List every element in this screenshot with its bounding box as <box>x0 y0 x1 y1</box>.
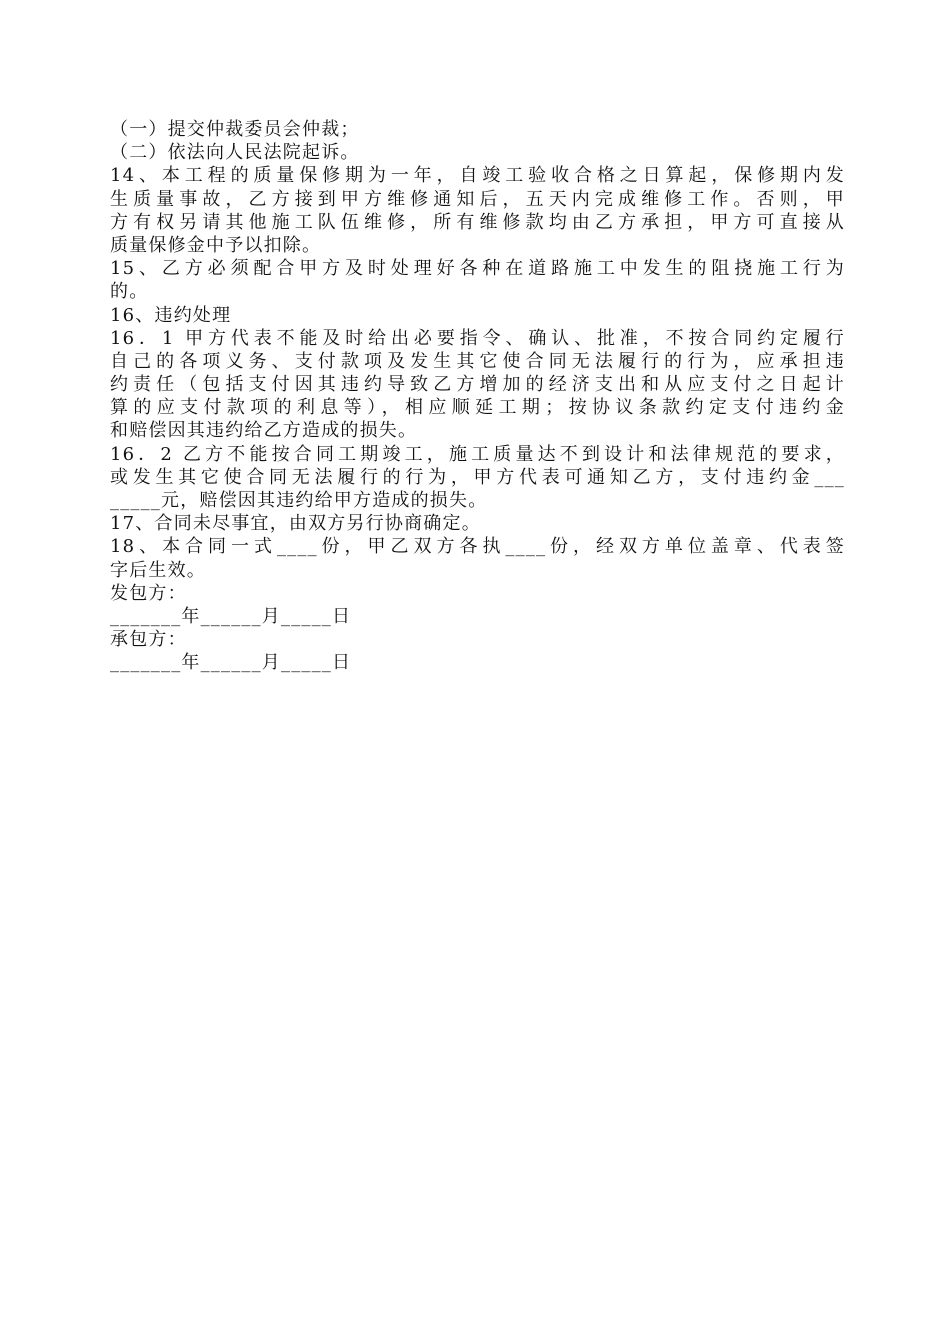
clause-16-heading: 16、违约处理 <box>110 304 232 326</box>
clause-16-2-line-3: _____元，赔偿因其违约给甲方造成的损失。 <box>110 490 488 511</box>
clause-18-line-1: 18、本合同一式____份，甲乙双方各执____份，经双方单位盖章、代表签 <box>110 536 845 558</box>
clause-16-1-line-3: 约责任（包括支付因其违约导致乙方增加的经济支出和从应支付之日起计 <box>110 374 845 396</box>
contract-page <box>110 118 845 675</box>
clause-17: 17、合同未尽事宜，由双方另行协商确定。 <box>110 513 481 535</box>
clause-16-1-line-2: 自己的各项义务、支付款项及发生其它使合同无法履行的行为，应承担违 <box>110 350 845 372</box>
clause-18-line-2: 字后生效。 <box>110 559 206 581</box>
contractor-label: 承包方： <box>110 629 187 651</box>
clause-16-2-line-1: 16．2 乙方不能按合同工期竣工，施工质量达不到设计和法律规范的要求， <box>110 443 845 465</box>
clause-14-line-4: 质量保修金中予以扣除。 <box>110 234 322 256</box>
contractor-date-line: _______年______月_____日 <box>110 652 352 674</box>
clause-16-1-line-4: 算的应支付款项的利息等），相应顺延工期；按协议条款约定支付违约金 <box>110 397 845 419</box>
clause-16-1-line-1: 16．1 甲方代表不能及时给出必要指令、确认、批准，不按合同约定履行 <box>110 327 845 349</box>
clause-14-line-2: 生质量事故，乙方接到甲方维修通知后，五天内完成维修工作。否则，甲 <box>110 188 845 210</box>
clause-14-line-1: 14、本工程的质量保修期为一年，自竣工验收合格之日算起，保修期内发 <box>110 165 845 187</box>
clause-line-arbitration: （一）提交仲裁委员会仲裁； <box>110 119 360 140</box>
employer-date-line: _______年______月_____日 <box>110 605 352 627</box>
employer-label: 发包方： <box>110 582 187 604</box>
clause-14-line-3: 方有权另请其他施工队伍维修，所有维修款均由乙方承担，甲方可直接从 <box>110 211 845 233</box>
clause-16-1-line-5: 和赔偿因其违约给乙方造成的损失。 <box>110 420 418 442</box>
clause-15-line-1: 15、乙方必须配合甲方及时处理好各种在道路施工中发生的阻挠施工行为 <box>110 258 845 280</box>
clause-16-2-line-2: 或发生其它使合同无法履行的行为，甲方代表可通知乙方，支付违约金___ <box>110 466 845 488</box>
clause-line-litigation: （二）依法向人民法院起诉。 <box>110 142 360 164</box>
clause-15-line-2: 的。 <box>110 281 149 303</box>
